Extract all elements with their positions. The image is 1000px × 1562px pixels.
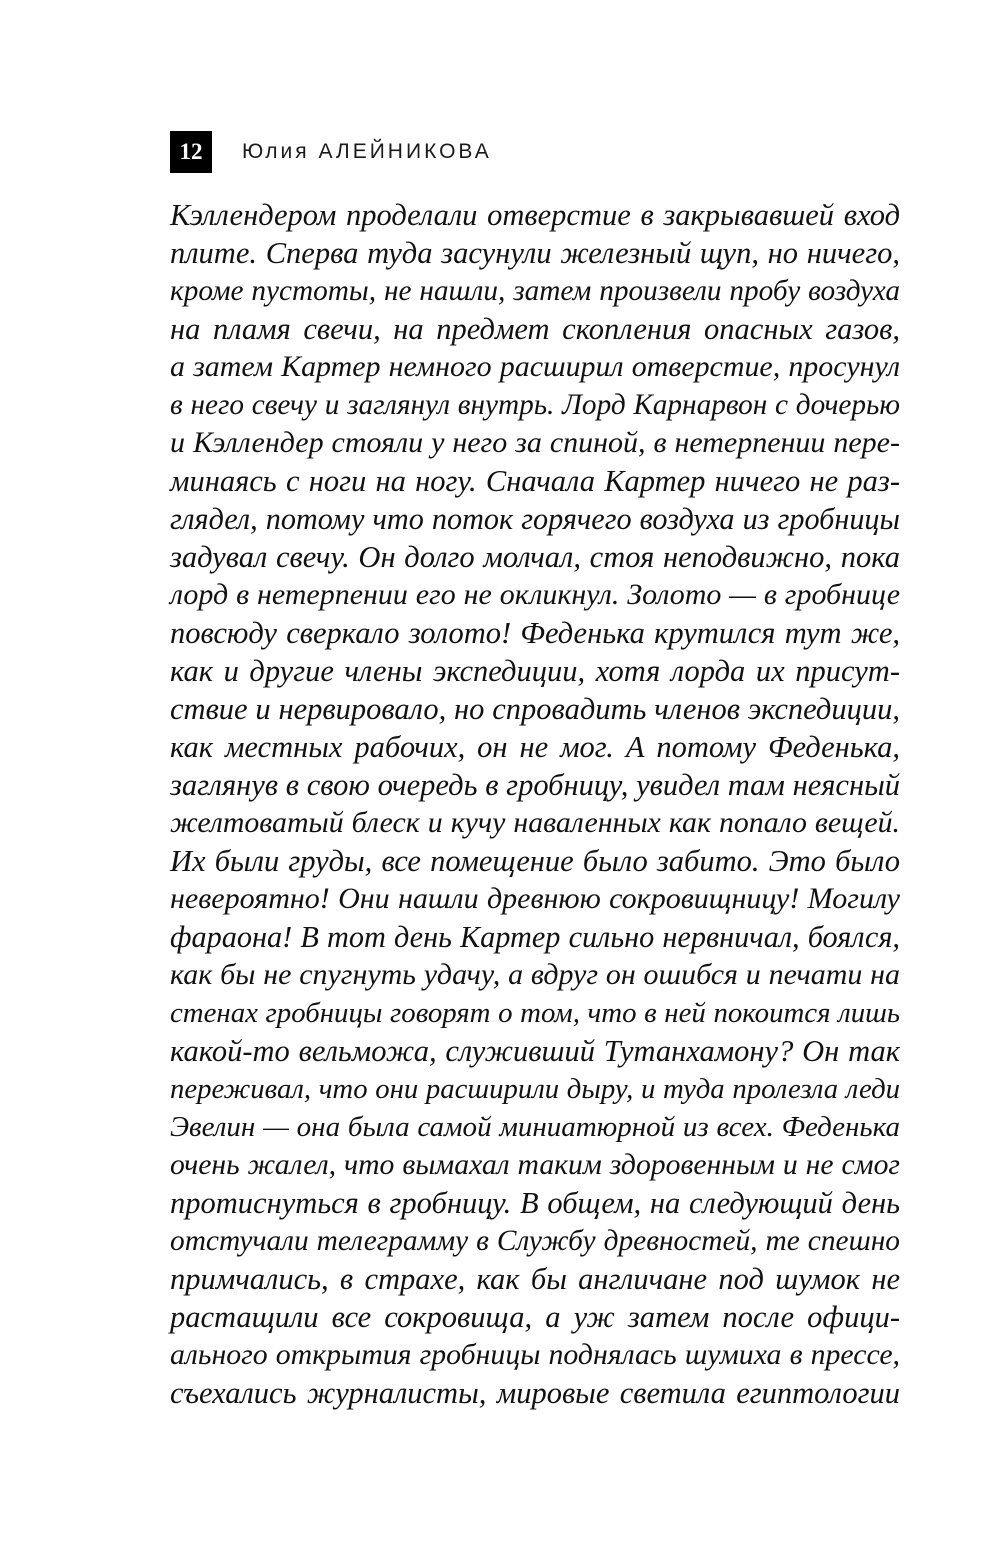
text-line: желтоватый блеск и кучу наваленных как попало вещей. [170, 806, 900, 839]
running-head-author: Юлия АЛЕЙНИКОВА [242, 140, 492, 163]
text-line: кроме пустоты, не нашли, затем произвели пробу воздуха [170, 275, 900, 307]
text-line: фараона! В тот день Картер сильно нервничал, боялся, [170, 920, 900, 954]
text-line: минаясь с ноги на ногу. Сначала Картер ничего не раз- [170, 464, 900, 498]
text-line: ствие и нервировало, но спровадить членов экспедиции, [170, 692, 900, 726]
text-line: в него свечу и заглянул внутрь. Лорд Карнарвон с дочерью [170, 389, 900, 421]
text-line: Их были груды, все помещение было забито. Это было [170, 844, 900, 878]
text-line: заглянув в свою очередь в гробницу, увидел там неясный [170, 768, 900, 802]
text-line: а затем Картер немного расширил отверстие, просунул [170, 350, 900, 383]
text-line: ального открытия гробницы поднялась шумиха в прессе, [170, 1338, 900, 1371]
text-line: Кэллендером проделали отверстие в закрывавшей вход [170, 198, 900, 232]
text-line: и Кэллендер стояли у него за спиной, в нетерпении пере- [170, 426, 900, 459]
text-line: невероятно! Они нашли древнюю сокровищницу! Могилу [170, 882, 900, 915]
text-line: какой-то вельможа, служивший Тутанхамону? Он так [170, 1034, 900, 1068]
text-line: съехались журналисты, мировые светила египтологии [170, 1376, 900, 1410]
text-line: стенах гробницы говорят о том, что в ней покоится лишь [170, 997, 900, 1029]
text-line: отстучали телеграмму в Службу древностей, те спешно [170, 1225, 900, 1257]
text-line: Эвелин — она была самой миниатюрной из всех. Феденька [170, 1111, 900, 1143]
text-line: на пламя свечи, на предмет скопления опасных газов, [170, 312, 900, 346]
page-number: 12 [170, 131, 212, 173]
text-line: повсюду сверкало золото! Феденька крутился тут же, [170, 616, 900, 650]
text-line: переживал, что они расширили дыру, и туда пролезла леди [170, 1073, 900, 1105]
text-line: примчались, в страхе, как бы англичане под шумок не [170, 1262, 900, 1296]
page-header [170, 131, 492, 173]
text-line: как и другие члены экспедиции, хотя лорда их присут- [170, 654, 900, 688]
text-line: очень жалел, что вымахал таким здоровенным и не смог [170, 1149, 900, 1181]
text-line: лорд в нетерпении его не окликнул. Золото — в гробнице [170, 578, 900, 611]
text-line: как бы не спугнуть удачу, а вдруг он ошибся и печати на [170, 958, 900, 991]
text-line: растащили все сокровища, а уж затем после офици- [170, 1300, 900, 1334]
text-line: задувал свечу. Он долго молчал, стоя неподвижно, пока [170, 540, 900, 574]
body-text [170, 196, 900, 1412]
text-line: как местных рабочих, он не мог. А потому Феденька, [170, 730, 900, 764]
text-line: протиснуться в гробницу. В общем, на следующий день [170, 1186, 900, 1220]
text-line: плите. Сперва туда засунули железный щуп, но ничего, [170, 236, 900, 270]
text-line: глядел, потому что поток горячего воздуха из гробницы [170, 502, 900, 536]
